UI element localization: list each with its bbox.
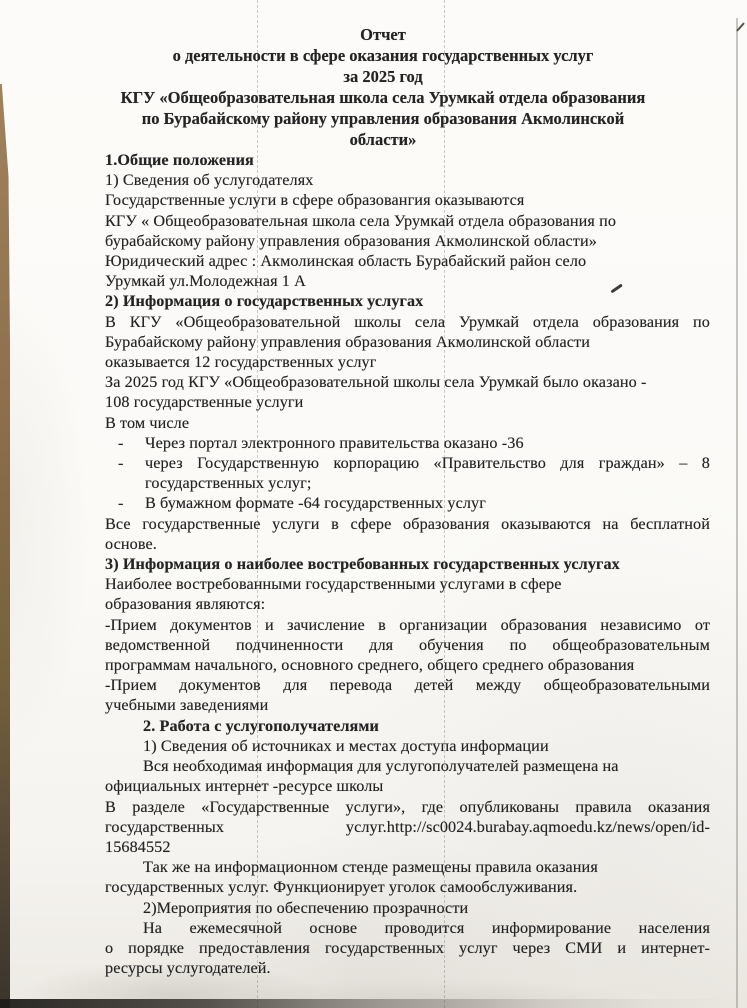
document-title (93, 24, 673, 150)
text-line: учебными заведениями (105, 696, 269, 715)
text-line: КГУ « Общеобразовательная школа села Урумкай отдела образования по (105, 211, 617, 230)
bullet-line (105, 453, 710, 473)
text-line: На ежемесячной основе проводится информирование населения (143, 918, 710, 937)
document-body (105, 150, 710, 978)
bullet-dash: - (118, 454, 124, 473)
bullet-line (105, 433, 710, 453)
text-line: В том числе (105, 413, 190, 432)
desk-edge-sliver (0, 84, 10, 1008)
text-line: За 2025 год КГУ «Общеобразовательной школы села Урумкай было оказано - (105, 373, 647, 392)
text-line: государственных услуг. Функционирует уголок самообслуживания. (105, 878, 578, 897)
text-line: 108 государственные услуги (105, 393, 304, 412)
text-line: Урумкай ул.Молодежная 1 А (105, 272, 306, 291)
text-line: официальных интернет -ресурсе школы (105, 777, 384, 796)
text-line: Юридический адрес : Акмолинская область Бурабайский район село (105, 252, 587, 271)
bullet-text: В бумажном формате -64 государственных услуг (145, 494, 486, 513)
text-line: -Прием документов для перевода детей между общеобразовательными (105, 676, 710, 695)
text-line: ведомственной подчиненности для обучения по общеобразовательным (105, 635, 710, 654)
bullet-dash: - (118, 494, 124, 513)
text-line: Бурабайскому району управления образования Акмолинской области (105, 332, 590, 351)
text-line: В разделе «Государственные услуги», где опубликованы правила оказания (105, 797, 710, 816)
title-line: за 2025 год (343, 67, 423, 86)
text-line: государственных услуг; (145, 474, 312, 493)
text-line: бурабайскому району управления образования Акмолинской области» (105, 231, 597, 250)
title-line: по Бурабайскому району управления образования Акмолинской (141, 109, 625, 128)
section-heading-line: 2. Работа с услугополучателями (143, 716, 379, 735)
text-line: Государственные услуги в сфере образовангия оказываются (105, 191, 525, 210)
text-line: -Прием документов и зачисление в организации образования независимо от (105, 615, 710, 634)
text-line: Наиболее востребованными государственными услугами в сфере (105, 575, 562, 594)
bullet-line (105, 493, 710, 513)
section-heading-line: 3) Информация о наиболее востребованных государственных услугах (105, 555, 620, 574)
text-line: программам начального, основного среднего, общего среднего образования (105, 656, 635, 675)
text-line: образования являются: (105, 595, 266, 614)
text-line: 15684552 (105, 837, 171, 856)
text-line: 2)Мероприятия по обеспечению прозрачности (143, 898, 469, 917)
text-line: Так же на информационном стенде размещены правила оказания (143, 858, 598, 877)
text-line: оказывается 12 государственных услуг (105, 353, 377, 372)
text-line: о порядке предоставления государственных услуг через СМИ и интернет- (105, 938, 710, 957)
title-line: области» (349, 130, 417, 149)
title-line: о деятельности в сфере оказания государственных услуг (172, 46, 594, 65)
text-line: 1) Сведения об источниках и местах доступа информации (143, 736, 549, 755)
bullet-text: через Государственную корпорацию «Правительство для граждан» – 8 (145, 454, 710, 473)
text-line: Все государственные услуги в сфере образования оказываются на бесплатной (105, 514, 710, 533)
section-heading-line: 2) Информация о государственных услугах (105, 292, 424, 311)
text-line: государственных услуг.http://sc0024.burabay.aqmoedu.kz/news/open/id- (105, 817, 710, 836)
text-line: В КГУ «Общеобразовательной школы села Урумкай отдела образования по (105, 312, 710, 331)
text-line: Вся необходимая информация для услугополучателей размещена на (143, 757, 619, 776)
section-heading-line: 1.Общие положения (105, 151, 254, 169)
text-line: 1) Сведения об услугодателях (105, 171, 314, 190)
title-line: КГУ «Общеобразовательная школа села Урумкай отдела образования (120, 88, 646, 107)
text-line: ресурсы услугодателей. (105, 959, 271, 978)
bullet-dash: - (118, 433, 124, 452)
text-line: основе. (105, 534, 157, 553)
title-line: Отчет (360, 25, 406, 44)
bullet-text: Через портал электронного правительства оказано -36 (145, 433, 524, 452)
scan-bottom-shadow (0, 999, 747, 1008)
